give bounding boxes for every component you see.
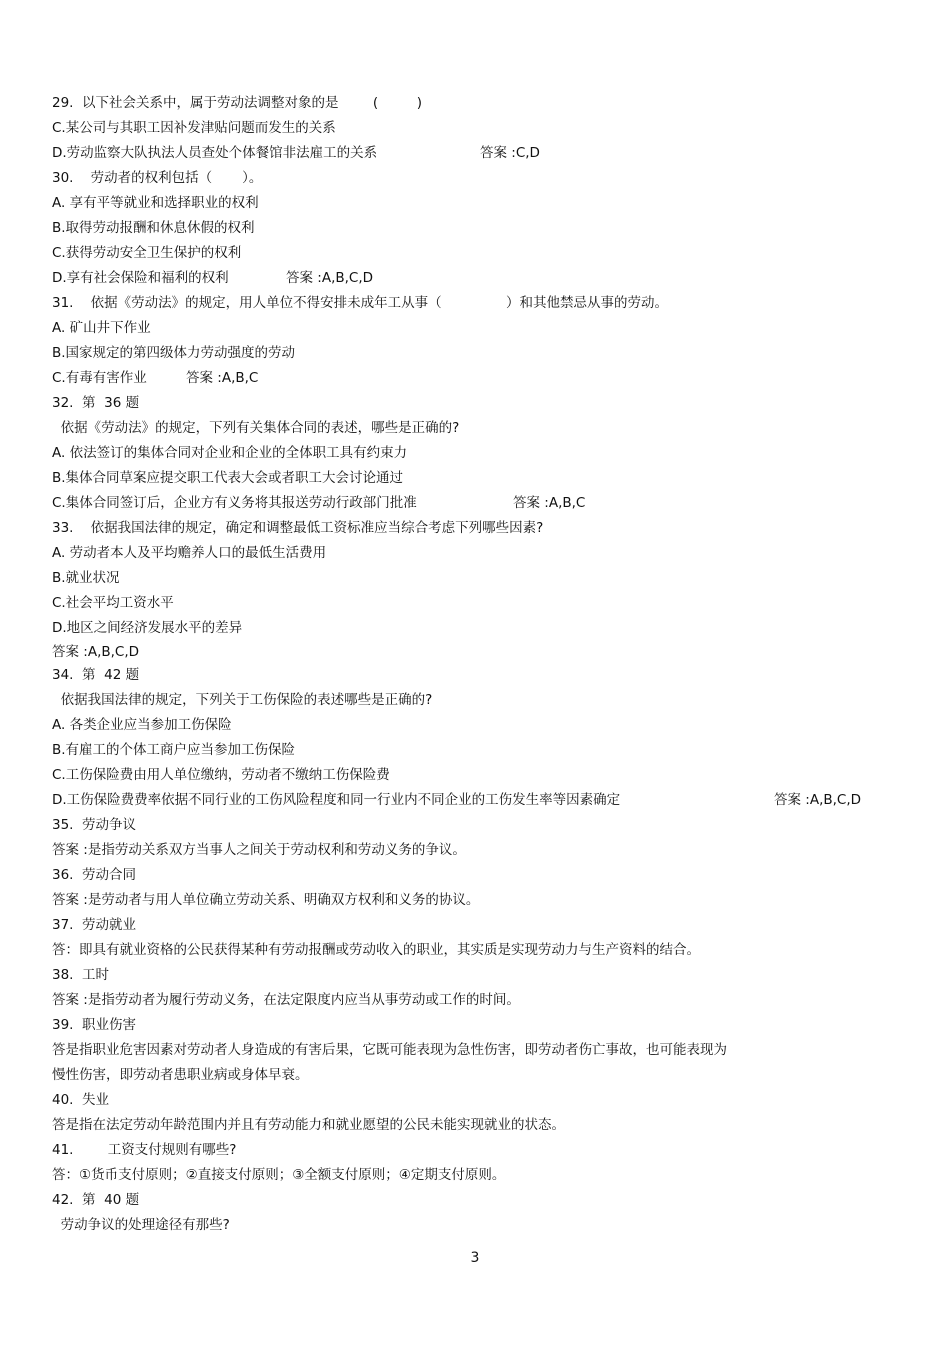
line-text: D.工伤保险费费率依据不同行业的工伤风险程度和同一行业内不同企业的工伤发生率等因素确定 [52, 792, 621, 808]
text-line [52, 641, 912, 663]
text-line [52, 963, 912, 988]
text-line [52, 541, 912, 566]
text-line [52, 616, 912, 641]
line-text: C.工伤保险费由用人单位缴纳，劳动者不缴纳工伤保险费 [52, 767, 390, 783]
text-line [52, 341, 912, 366]
text-line [52, 216, 912, 241]
text-line [52, 441, 912, 466]
text-line [52, 366, 912, 391]
line-text: A. 劳动者本人及平均赡养人口的最低生活费用 [52, 545, 327, 561]
page-number: 3 [470, 1250, 480, 1266]
line-text: 答案 :是劳动者与用人单位确立劳动关系、明确双方权利和义务的协议。 [52, 892, 480, 908]
line-text: C.有毒有害作业 [52, 370, 147, 386]
text-line [52, 738, 912, 763]
line-text: 劳动争议的处理途径有那些? [52, 1217, 230, 1233]
line-text: 32. 第 36 题 [52, 395, 140, 411]
line-text: 依据《劳动法》的规定，下列有关集体合同的表述，哪些是正确的? [52, 420, 460, 436]
text-line [52, 116, 912, 141]
text-line [52, 988, 912, 1013]
line-text: A. 各类企业应当参加工伤保险 [52, 717, 232, 733]
text-line [52, 663, 912, 688]
text-line [52, 1088, 912, 1113]
text-line [52, 166, 912, 191]
text-line [52, 491, 912, 516]
question-list [52, 91, 912, 1238]
line-text: B.有雇工的个体工商户应当参加工伤保险 [52, 742, 296, 758]
line-text: D.享有社会保险和福利的权利 [52, 270, 229, 286]
line-text: 36. 劳动合同 [52, 867, 137, 883]
answer-label: 答案 :A,B,C,D [774, 792, 862, 808]
text-line [52, 813, 912, 838]
line-text: 31. 依据《劳动法》的规定，用人单位不得安排未成年工从事（ ）和其他禁忌从事的劳动。 [52, 295, 669, 311]
line-text: 38. 工时 [52, 967, 110, 983]
line-text: C.集体合同签订后，企业方有义务将其报送劳动行政部门批准 [52, 495, 417, 511]
text-line [52, 888, 912, 913]
line-text: 39. 职业伤害 [52, 1017, 137, 1033]
line-text: 37. 劳动就业 [52, 917, 137, 933]
text-line [52, 241, 912, 266]
line-text: 33. 依据我国法律的规定，确定和调整最低工资标准应当综合考虑下列哪些因素? [52, 520, 544, 536]
line-text: 答是指在法定劳动年龄范围内并且有劳动能力和就业愿望的公民未能实现就业的状态。 [52, 1117, 565, 1133]
line-text: 慢性伤害，即劳动者患职业病或身体早衰。 [52, 1067, 309, 1083]
line-text: 答：①货币支付原则；②直接支付原则；③全额支付原则；④定期支付原则。 [52, 1167, 506, 1183]
line-text: B.国家规定的第四级体力劳动强度的劳动 [52, 345, 296, 361]
line-text: A. 享有平等就业和选择职业的权利 [52, 195, 259, 211]
text-line [52, 1113, 912, 1138]
answer-label: 答案 :A,B,C [513, 495, 586, 511]
line-text: 42. 第 40 题 [52, 1192, 140, 1208]
text-line [52, 863, 912, 888]
text-line [52, 1188, 912, 1213]
answer-label: 答案 :C,D [480, 145, 540, 161]
line-text: 答案 :A,B,C,D [52, 644, 140, 660]
text-line [52, 391, 912, 416]
line-text: 30. 劳动者的权利包括（ ）。 [52, 170, 263, 186]
line-text: 答：即具有就业资格的公民获得某种有劳动报酬或劳动收入的职业，其实质是实现劳动力与生产资料的结合。 [52, 942, 700, 958]
line-text: 答案 :是指劳动者为履行劳动义务，在法定限度内应当从事劳动或工作的时间。 [52, 992, 520, 1008]
answer-label: 答案 :A,B,C,D [286, 270, 374, 286]
text-line [52, 713, 912, 738]
answer-label: 答案 :A,B,C [186, 370, 259, 386]
text-line [52, 566, 912, 591]
text-line [52, 763, 912, 788]
text-line [52, 516, 912, 541]
text-line [52, 1038, 912, 1063]
line-text: B.集体合同草案应提交职工代表大会或者职工大会讨论通过 [52, 470, 404, 486]
line-text: A. 矿山井下作业 [52, 320, 151, 336]
text-line [52, 1013, 912, 1038]
text-line [52, 141, 912, 166]
text-line [52, 316, 912, 341]
text-line [52, 938, 912, 963]
line-text: A. 依法签订的集体合同对企业和企业的全体职工具有约束力 [52, 445, 408, 461]
line-text: D.劳动监察大队执法人员查处个体餐馆非法雇工的关系 [52, 145, 378, 161]
line-text: B.就业状况 [52, 570, 120, 586]
text-line [52, 291, 912, 316]
text-line [52, 788, 912, 813]
line-text: 41. 工资支付规则有哪些? [52, 1142, 237, 1158]
line-text: C.某公司与其职工因补发津贴问题而发生的关系 [52, 120, 336, 136]
text-line [52, 466, 912, 491]
text-line [52, 913, 912, 938]
text-line [52, 91, 912, 116]
text-line [52, 1213, 912, 1238]
line-text: 40. 失业 [52, 1092, 110, 1108]
text-line [52, 591, 912, 616]
text-line [52, 191, 912, 216]
line-text: 答案 :是指劳动关系双方当事人之间关于劳动权利和劳动义务的争议。 [52, 842, 466, 858]
text-line [52, 838, 912, 863]
text-line [52, 1138, 912, 1163]
text-line [52, 416, 912, 441]
line-text: 34. 第 42 题 [52, 667, 140, 683]
text-line [52, 688, 912, 713]
line-text: 29. 以下社会关系中，属于劳动法调整对象的是 ( ) [52, 95, 423, 111]
line-text: C.获得劳动安全卫生保护的权利 [52, 245, 242, 261]
line-text: B.取得劳动报酬和休息休假的权利 [52, 220, 255, 236]
text-line [52, 1163, 912, 1188]
text-line [52, 1063, 912, 1088]
text-line [52, 266, 912, 291]
line-text: 35. 劳动争议 [52, 817, 137, 833]
line-text: C.社会平均工资水平 [52, 595, 174, 611]
line-text: 依据我国法律的规定，下列关于工伤保险的表述哪些是正确的? [52, 692, 433, 708]
line-text: 答是指职业危害因素对劳动者人身造成的有害后果，它既可能表现为急性伤害，即劳动者伤亡事故，也可能表现为 [52, 1042, 727, 1058]
line-text: D.地区之间经济发展水平的差异 [52, 620, 243, 636]
